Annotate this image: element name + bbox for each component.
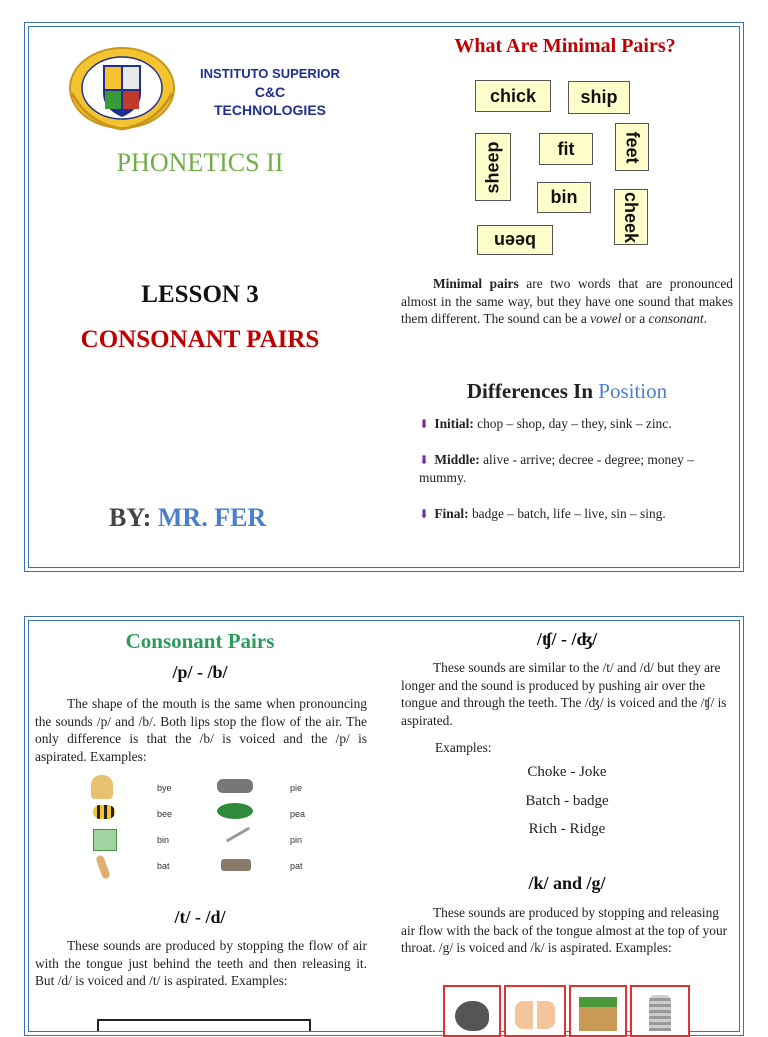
lesson-topic: CONSONANT PAIRS — [80, 326, 320, 353]
bullet-text: badge – batch, life – live, sin – sing. — [471, 506, 666, 521]
definition-text-3: . — [703, 311, 707, 326]
institute-line-1: INSTITUTO SUPERIOR — [200, 66, 340, 81]
lesson-number: LESSON 3 — [141, 281, 259, 308]
bullet-label: Middle: — [434, 452, 480, 467]
definition-consonant: consonant — [648, 311, 704, 326]
word-been: been — [493, 230, 536, 251]
pair-word: pea — [290, 809, 306, 819]
by-label: BY: — [109, 503, 152, 532]
definition-text-1: are two words that are pronounced almost in the same way, but they have one sound that makes them different. The sound can be a — [401, 276, 733, 326]
minimal-pairs-title: What Are Minimal Pairs? — [454, 35, 676, 57]
minimal-pairs-definition — [401, 275, 733, 328]
definition-text-2: or a — [621, 311, 649, 326]
slide-title-page — [24, 22, 744, 572]
td-description: These sounds are produced by stopping the flow of air with the tongue just behind the teeth and then releasing it. But /d/ is voiced and /t/ is aspirated. Examples: — [35, 938, 367, 988]
bat-picture-icon — [95, 854, 111, 879]
definition-term: Minimal pairs — [433, 276, 519, 291]
kiss-picture — [504, 985, 566, 1037]
chj-examples-label: Examples: — [435, 740, 492, 755]
pb-description: The shape of the mouth is the same when pronouncing the sounds /p/ and /b/. Both lips stop the flow of the air. The only difference is that the /b/ is voiced and the /p/ is aspirated. Examples: — [35, 696, 367, 764]
bullet-initial — [419, 415, 733, 433]
bullet-text: alive - arrive; decree - degree; money – mummy. — [419, 452, 694, 485]
bin-picture-icon — [93, 829, 117, 851]
word-card-chick: chick — [475, 80, 551, 112]
word-card-cheek — [614, 189, 648, 245]
word-sheep: sheep — [482, 140, 503, 194]
kiss-icon — [515, 1001, 555, 1029]
chj-example-2: Batch - badge — [525, 793, 609, 809]
word-card-fit: fit — [539, 133, 593, 165]
institute-name — [200, 65, 340, 119]
pin-picture-icon — [226, 827, 250, 843]
kg-heading: /k/ and /g/ — [528, 873, 606, 893]
kg-description: These sounds are produced by stopping and releasing air flow with the back of the tongue almost at the top of your throat. /g/ is voiced and /k/ is aspirated. Examples: — [401, 905, 728, 955]
bullet-arrow-icon: ⬇ — [419, 507, 430, 521]
td-heading: /t/ - /d/ — [174, 907, 226, 927]
institute-line-2: C&C TECHNOLOGIES — [213, 84, 326, 118]
pair-word: pat — [290, 861, 303, 871]
consonant-pairs-title: Consonant Pairs — [125, 629, 275, 653]
grater-icon — [649, 995, 671, 1031]
author-name: MR. FER — [157, 503, 267, 532]
word-card-feet — [615, 123, 649, 171]
pea-picture-icon — [217, 803, 253, 819]
bullet-arrow-icon: ⬇ — [419, 417, 430, 431]
slide-consonant-pairs — [24, 616, 744, 1036]
differences-title — [401, 379, 733, 404]
pb-examples — [85, 775, 335, 885]
coal-picture — [443, 985, 501, 1037]
chj-example-1: Choke - Joke — [527, 764, 607, 780]
bullet-final — [419, 505, 733, 523]
course-title: PHONETICS II — [116, 148, 284, 177]
word-card-ship: ship — [568, 81, 630, 114]
bullet-label: Final: — [434, 506, 469, 521]
word-card-sheep — [475, 133, 511, 201]
crate-picture — [569, 985, 627, 1037]
pie-picture-icon — [217, 779, 253, 793]
bullet-middle — [419, 451, 733, 487]
td-example-image — [97, 1019, 311, 1031]
pair-word: bye — [157, 783, 172, 793]
word-feet: feet — [622, 130, 643, 164]
chj-description: These sounds are similar to the /t/ and /d/ but they are longer and the sound is produced by pushing air over the tongue and through the teeth. The /ʤ/ is voiced and the /ʧ/ is aspirated. — [401, 660, 727, 728]
pair-word: bee — [157, 809, 173, 819]
coal-icon — [455, 1001, 489, 1031]
differences-title-text: Differences In — [466, 379, 599, 403]
bullet-text: chop – shop, day – they, sink – zinc. — [477, 416, 672, 431]
bye-picture-icon — [91, 775, 113, 799]
differences-title-position: Position — [598, 379, 668, 403]
definition-vowel: vowel — [590, 311, 622, 326]
word-card-bin: bin — [537, 182, 591, 213]
pair-word: bin — [157, 835, 170, 845]
seal-graphic — [67, 43, 177, 133]
bullet-label: Initial: — [434, 416, 474, 431]
bullet-arrow-icon: ⬇ — [419, 453, 430, 467]
pair-word: pin — [290, 835, 303, 845]
chj-example-3: Rich - Ridge — [528, 821, 606, 837]
institute-seal — [67, 43, 177, 133]
pb-heading: /p/ - /b/ — [172, 662, 228, 682]
pair-word: pie — [290, 783, 303, 793]
author-line — [109, 503, 339, 533]
crate-icon — [579, 997, 617, 1031]
word-cheek: cheek — [621, 191, 642, 243]
chj-heading: /ʧ/ - /ʤ/ — [536, 629, 598, 649]
grater-picture — [630, 985, 690, 1037]
bee-picture-icon — [93, 805, 115, 819]
pair-word: bat — [157, 861, 170, 871]
pat-picture-icon — [221, 859, 251, 871]
word-card-been — [477, 225, 553, 255]
